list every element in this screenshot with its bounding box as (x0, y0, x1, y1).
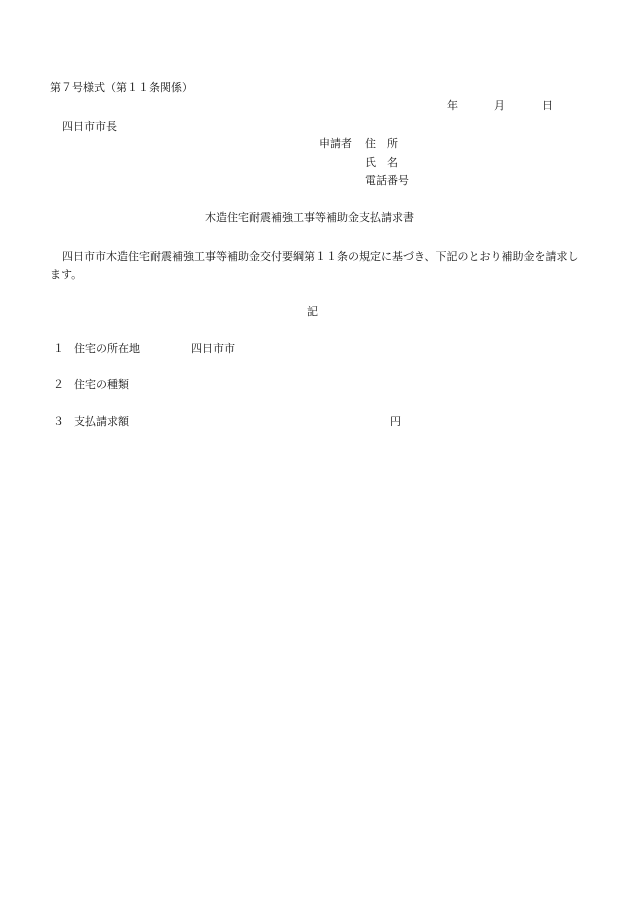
date-year-label: 年 (447, 99, 458, 112)
item-1-label: 住宅の所在地 (74, 342, 140, 355)
date-day-label: 日 (542, 99, 553, 112)
date-month-label: 月 (494, 99, 505, 112)
item-3-unit: 円 (390, 415, 401, 428)
address-label: 住 所 (365, 137, 398, 150)
item-2-number: ２ (53, 378, 64, 391)
item-1-number: １ (53, 342, 64, 355)
item-3-label: 支払請求額 (74, 415, 129, 428)
applicant-label: 申請者 (319, 137, 352, 150)
item-2-label: 住宅の種類 (74, 378, 129, 391)
phone-label: 電話番号 (365, 174, 409, 187)
form-number: 第７号様式（第１１条関係） (50, 81, 193, 94)
body-paragraph: 四日市市木造住宅耐震補強工事等補助金交付要綱第１１条の規定に基づき、下記のとおり補助金を請求します。 (50, 250, 579, 281)
item-1-value: 四日市市 (191, 342, 235, 355)
item-3-number: ３ (53, 415, 64, 428)
name-label: 氏 名 (365, 156, 398, 169)
addressee: 四日市市長 (62, 120, 117, 133)
document-title: 木造住宅耐震補強工事等補助金支払請求書 (205, 211, 414, 224)
ki-heading: 記 (307, 305, 318, 318)
